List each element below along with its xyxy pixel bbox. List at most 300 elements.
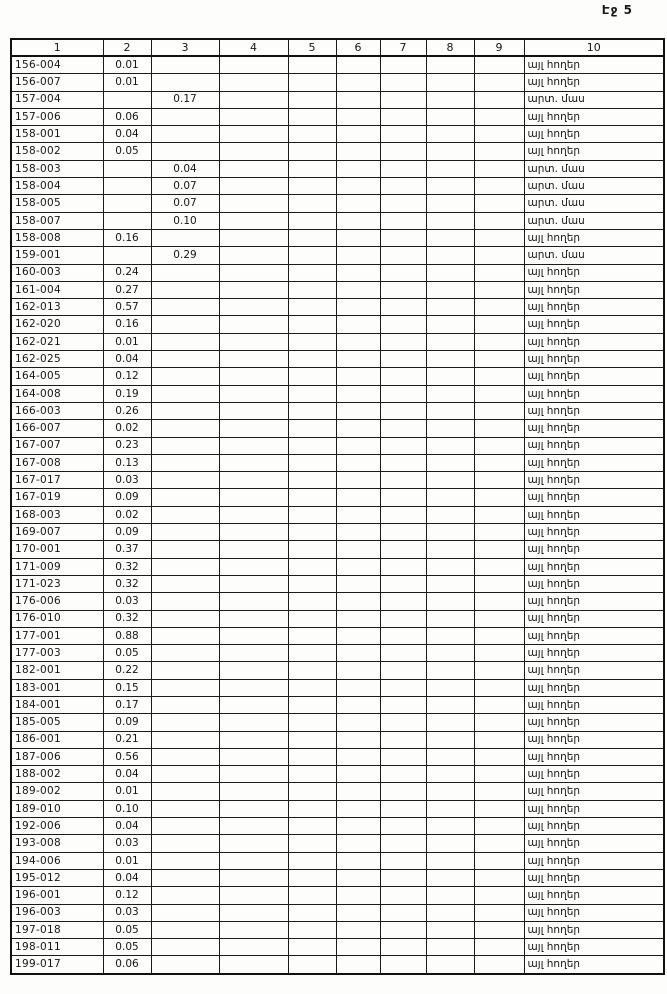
value-cell-col7 (380, 91, 426, 108)
value-cell-col6 (336, 229, 380, 246)
value-cell-col6 (336, 887, 380, 904)
value-cell-col9 (474, 956, 524, 974)
table-row (11, 506, 664, 523)
value-cell-col6 (336, 835, 380, 852)
value-cell-col9 (474, 247, 524, 264)
land-type-cell: այլ հողեր (524, 835, 664, 852)
value-cell-col5 (288, 921, 336, 938)
value-cell-col2: 0.12 (103, 887, 151, 904)
value-cell-col8 (426, 212, 474, 229)
value-cell-col9 (474, 351, 524, 368)
table-row (11, 783, 664, 800)
parcel-code-cell: 161-004 (11, 281, 103, 298)
value-cell-col3 (151, 264, 219, 281)
value-cell-col4 (219, 593, 288, 610)
value-cell-col4 (219, 852, 288, 869)
value-cell-col7 (380, 56, 426, 74)
value-cell-col6 (336, 91, 380, 108)
value-cell-col3 (151, 714, 219, 731)
parcel-code-cell: 158-001 (11, 126, 103, 143)
table-row (11, 56, 664, 74)
parcel-code-cell: 160-003 (11, 264, 103, 281)
value-cell-col7 (380, 74, 426, 91)
value-cell-col7 (380, 316, 426, 333)
value-cell-col9 (474, 368, 524, 385)
value-cell-col7 (380, 956, 426, 974)
value-cell-col3: 0.07 (151, 178, 219, 195)
value-cell-col9 (474, 679, 524, 696)
parcel-code-cell: 182-001 (11, 662, 103, 679)
value-cell-col5 (288, 385, 336, 402)
value-cell-col5 (288, 835, 336, 852)
value-cell-col8 (426, 264, 474, 281)
value-cell-col2: 0.23 (103, 437, 151, 454)
value-cell-col8 (426, 731, 474, 748)
parcel-code-cell: 168-003 (11, 506, 103, 523)
value-cell-col3 (151, 351, 219, 368)
value-cell-col3 (151, 281, 219, 298)
parcel-code-cell: 166-003 (11, 402, 103, 419)
land-type-cell: այլ հողեր (524, 524, 664, 541)
value-cell-col2: 0.22 (103, 662, 151, 679)
table-row (11, 108, 664, 125)
value-cell-col6 (336, 472, 380, 489)
value-cell-col8 (426, 108, 474, 125)
column-header-2: 2 (103, 39, 151, 56)
value-cell-col6 (336, 143, 380, 160)
parcel-code-cell: 156-004 (11, 56, 103, 74)
land-type-cell: այլ հողեր (524, 229, 664, 246)
value-cell-col2: 0.01 (103, 333, 151, 350)
value-cell-col2 (103, 247, 151, 264)
value-cell-col7 (380, 887, 426, 904)
table-row (11, 766, 664, 783)
land-type-cell: այլ հողեր (524, 368, 664, 385)
value-cell-col5 (288, 437, 336, 454)
value-cell-col3 (151, 420, 219, 437)
value-cell-col2: 0.02 (103, 506, 151, 523)
value-cell-col3 (151, 731, 219, 748)
land-type-cell: այլ հողեր (524, 454, 664, 471)
value-cell-col3 (151, 575, 219, 592)
value-cell-col4 (219, 402, 288, 419)
value-cell-col7 (380, 264, 426, 281)
value-cell-col5 (288, 956, 336, 974)
table-row (11, 956, 664, 974)
parcel-code-cell: 167-008 (11, 454, 103, 471)
table-row (11, 835, 664, 852)
value-cell-col9 (474, 160, 524, 177)
value-cell-col3 (151, 56, 219, 74)
value-cell-col7 (380, 921, 426, 938)
value-cell-col3 (151, 766, 219, 783)
value-cell-col9 (474, 472, 524, 489)
table-row (11, 333, 664, 350)
parcel-code-cell: 185-005 (11, 714, 103, 731)
value-cell-col6 (336, 299, 380, 316)
value-cell-col6 (336, 783, 380, 800)
value-cell-col3 (151, 956, 219, 974)
value-cell-col3 (151, 541, 219, 558)
value-cell-col7 (380, 126, 426, 143)
table-row (11, 126, 664, 143)
parcel-code-cell: 162-013 (11, 299, 103, 316)
value-cell-col4 (219, 731, 288, 748)
value-cell-col8 (426, 956, 474, 974)
value-cell-col9 (474, 766, 524, 783)
value-cell-col4 (219, 160, 288, 177)
column-header-3: 3 (151, 39, 219, 56)
value-cell-col4 (219, 281, 288, 298)
value-cell-col2: 0.19 (103, 385, 151, 402)
column-header-8: 8 (426, 39, 474, 56)
value-cell-col6 (336, 402, 380, 419)
value-cell-col8 (426, 91, 474, 108)
value-cell-col7 (380, 420, 426, 437)
value-cell-col3 (151, 506, 219, 523)
value-cell-col5 (288, 783, 336, 800)
parcel-code-cell: 167-019 (11, 489, 103, 506)
value-cell-col9 (474, 143, 524, 160)
value-cell-col6 (336, 714, 380, 731)
value-cell-col9 (474, 229, 524, 246)
parcel-code-cell: 177-003 (11, 645, 103, 662)
value-cell-col3 (151, 869, 219, 886)
value-cell-col5 (288, 714, 336, 731)
value-cell-col6 (336, 437, 380, 454)
value-cell-col9 (474, 108, 524, 125)
value-cell-col7 (380, 852, 426, 869)
value-cell-col9 (474, 731, 524, 748)
value-cell-col7 (380, 714, 426, 731)
value-cell-col6 (336, 921, 380, 938)
value-cell-col5 (288, 524, 336, 541)
value-cell-col5 (288, 368, 336, 385)
value-cell-col5 (288, 402, 336, 419)
value-cell-col8 (426, 489, 474, 506)
value-cell-col5 (288, 506, 336, 523)
value-cell-col6 (336, 748, 380, 765)
land-type-cell: այլ հողեր (524, 731, 664, 748)
value-cell-col9 (474, 316, 524, 333)
value-cell-col8 (426, 472, 474, 489)
table-row (11, 195, 664, 212)
land-type-cell: այլ հողեր (524, 956, 664, 974)
value-cell-col2: 0.21 (103, 731, 151, 748)
table-row (11, 645, 664, 662)
value-cell-col9 (474, 489, 524, 506)
parcel-code-cell: 164-005 (11, 368, 103, 385)
value-cell-col4 (219, 247, 288, 264)
value-cell-col2: 0.10 (103, 800, 151, 817)
value-cell-col5 (288, 939, 336, 956)
value-cell-col6 (336, 506, 380, 523)
table-row (11, 939, 664, 956)
land-type-cell: այլ հողեր (524, 506, 664, 523)
value-cell-col2: 0.17 (103, 696, 151, 713)
value-cell-col3 (151, 627, 219, 644)
value-cell-col2: 0.05 (103, 143, 151, 160)
parcel-code-cell: 199-017 (11, 956, 103, 974)
value-cell-col4 (219, 818, 288, 835)
value-cell-col8 (426, 299, 474, 316)
parcel-code-cell: 167-017 (11, 472, 103, 489)
value-cell-col9 (474, 921, 524, 938)
value-cell-col9 (474, 506, 524, 523)
value-cell-col4 (219, 748, 288, 765)
value-cell-col2: 0.01 (103, 56, 151, 74)
value-cell-col5 (288, 748, 336, 765)
value-cell-col3 (151, 402, 219, 419)
value-cell-col4 (219, 645, 288, 662)
value-cell-col2 (103, 178, 151, 195)
value-cell-col5 (288, 489, 336, 506)
value-cell-col8 (426, 575, 474, 592)
value-cell-col8 (426, 835, 474, 852)
land-type-cell: այլ հողեր (524, 783, 664, 800)
value-cell-col2: 0.01 (103, 74, 151, 91)
value-cell-col4 (219, 212, 288, 229)
value-cell-col2: 0.26 (103, 402, 151, 419)
value-cell-col3 (151, 368, 219, 385)
parcel-code-cell: 192-006 (11, 818, 103, 835)
value-cell-col8 (426, 437, 474, 454)
column-header-9: 9 (474, 39, 524, 56)
value-cell-col2: 0.03 (103, 904, 151, 921)
value-cell-col9 (474, 610, 524, 627)
value-cell-col6 (336, 126, 380, 143)
land-type-cell: այլ հողեր (524, 921, 664, 938)
table-row (11, 541, 664, 558)
value-cell-col8 (426, 748, 474, 765)
land-type-cell: այլ հողեր (524, 766, 664, 783)
parcel-code-cell: 187-006 (11, 748, 103, 765)
value-cell-col4 (219, 74, 288, 91)
table-row (11, 91, 664, 108)
value-cell-col4 (219, 679, 288, 696)
value-cell-col7 (380, 385, 426, 402)
value-cell-col8 (426, 351, 474, 368)
value-cell-col4 (219, 766, 288, 783)
land-type-cell: այլ հողեր (524, 696, 664, 713)
value-cell-col4 (219, 610, 288, 627)
value-cell-col7 (380, 437, 426, 454)
value-cell-col2: 0.09 (103, 714, 151, 731)
land-type-cell: այլ հողեր (524, 714, 664, 731)
value-cell-col3 (151, 558, 219, 575)
value-cell-col8 (426, 679, 474, 696)
value-cell-col5 (288, 558, 336, 575)
column-header-7: 7 (380, 39, 426, 56)
table-row (11, 852, 664, 869)
value-cell-col6 (336, 696, 380, 713)
table-row (11, 696, 664, 713)
value-cell-col7 (380, 939, 426, 956)
parcel-code-cell: 157-006 (11, 108, 103, 125)
value-cell-col6 (336, 333, 380, 350)
value-cell-col4 (219, 783, 288, 800)
value-cell-col3 (151, 835, 219, 852)
value-cell-col3 (151, 299, 219, 316)
value-cell-col3 (151, 939, 219, 956)
value-cell-col4 (219, 108, 288, 125)
value-cell-col6 (336, 524, 380, 541)
value-cell-col4 (219, 368, 288, 385)
value-cell-col8 (426, 506, 474, 523)
value-cell-col6 (336, 800, 380, 817)
land-type-cell: այլ հողեր (524, 818, 664, 835)
value-cell-col9 (474, 264, 524, 281)
value-cell-col9 (474, 852, 524, 869)
value-cell-col8 (426, 696, 474, 713)
land-type-cell: այլ հողեր (524, 385, 664, 402)
value-cell-col4 (219, 541, 288, 558)
value-cell-col7 (380, 696, 426, 713)
value-cell-col3 (151, 472, 219, 489)
value-cell-col7 (380, 593, 426, 610)
value-cell-col5 (288, 264, 336, 281)
parcel-code-cell: 158-005 (11, 195, 103, 212)
value-cell-col7 (380, 281, 426, 298)
value-cell-col3 (151, 921, 219, 938)
value-cell-col2 (103, 160, 151, 177)
value-cell-col5 (288, 212, 336, 229)
value-cell-col2: 0.37 (103, 541, 151, 558)
value-cell-col3: 0.29 (151, 247, 219, 264)
value-cell-col5 (288, 731, 336, 748)
value-cell-col2: 0.04 (103, 126, 151, 143)
value-cell-col6 (336, 212, 380, 229)
land-type-cell: այլ հողեր (524, 351, 664, 368)
value-cell-col4 (219, 143, 288, 160)
value-cell-col9 (474, 74, 524, 91)
value-cell-col8 (426, 333, 474, 350)
value-cell-col2: 0.88 (103, 627, 151, 644)
value-cell-col8 (426, 818, 474, 835)
value-cell-col2 (103, 195, 151, 212)
value-cell-col2: 0.16 (103, 316, 151, 333)
value-cell-col2: 0.03 (103, 593, 151, 610)
table-row (11, 714, 664, 731)
value-cell-col5 (288, 869, 336, 886)
table-row (11, 454, 664, 471)
value-cell-col8 (426, 454, 474, 471)
value-cell-col5 (288, 126, 336, 143)
value-cell-col7 (380, 904, 426, 921)
land-type-cell: այլ հողեր (524, 852, 664, 869)
value-cell-col4 (219, 575, 288, 592)
value-cell-col7 (380, 143, 426, 160)
land-type-cell: այլ հողեր (524, 558, 664, 575)
value-cell-col8 (426, 195, 474, 212)
value-cell-col8 (426, 714, 474, 731)
value-cell-col2: 0.15 (103, 679, 151, 696)
value-cell-col9 (474, 835, 524, 852)
value-cell-col3 (151, 887, 219, 904)
value-cell-col9 (474, 402, 524, 419)
parcel-code-cell: 162-020 (11, 316, 103, 333)
value-cell-col8 (426, 939, 474, 956)
value-cell-col7 (380, 489, 426, 506)
parcel-code-cell: 162-021 (11, 333, 103, 350)
table-row (11, 316, 664, 333)
parcel-code-cell: 186-001 (11, 731, 103, 748)
value-cell-col4 (219, 91, 288, 108)
page-number-label: Էջ 5 (601, 3, 633, 17)
value-cell-col8 (426, 229, 474, 246)
table-row (11, 160, 664, 177)
parcel-code-cell: 158-007 (11, 212, 103, 229)
land-type-cell: այլ հողեր (524, 939, 664, 956)
value-cell-col6 (336, 195, 380, 212)
value-cell-col3 (151, 904, 219, 921)
value-cell-col4 (219, 195, 288, 212)
parcel-code-cell: 157-004 (11, 91, 103, 108)
value-cell-col2: 0.02 (103, 420, 151, 437)
value-cell-col5 (288, 351, 336, 368)
table-row (11, 420, 664, 437)
table-row (11, 869, 664, 886)
value-cell-col5 (288, 818, 336, 835)
value-cell-col6 (336, 852, 380, 869)
value-cell-col8 (426, 852, 474, 869)
value-cell-col2: 0.05 (103, 645, 151, 662)
parcel-code-cell: 162-025 (11, 351, 103, 368)
land-type-cell: արտ. մաս (524, 212, 664, 229)
value-cell-col4 (219, 714, 288, 731)
value-cell-col6 (336, 939, 380, 956)
land-type-cell: այլ հողեր (524, 800, 664, 817)
value-cell-col6 (336, 679, 380, 696)
value-cell-col9 (474, 887, 524, 904)
value-cell-col7 (380, 247, 426, 264)
land-type-cell: այլ հողեր (524, 645, 664, 662)
parcel-code-cell: 158-004 (11, 178, 103, 195)
land-type-cell: այլ հողեր (524, 74, 664, 91)
value-cell-col2: 0.01 (103, 783, 151, 800)
value-cell-col5 (288, 627, 336, 644)
value-cell-col8 (426, 610, 474, 627)
value-cell-col5 (288, 229, 336, 246)
value-cell-col4 (219, 887, 288, 904)
value-cell-col2: 0.05 (103, 939, 151, 956)
value-cell-col2: 0.06 (103, 956, 151, 974)
value-cell-col9 (474, 385, 524, 402)
value-cell-col2: 0.06 (103, 108, 151, 125)
value-cell-col3 (151, 333, 219, 350)
table-row (11, 143, 664, 160)
value-cell-col6 (336, 56, 380, 74)
land-type-cell: այլ հողեր (524, 316, 664, 333)
land-type-cell: այլ հողեր (524, 748, 664, 765)
land-type-cell: այլ հողեր (524, 437, 664, 454)
table-row (11, 800, 664, 817)
value-cell-col4 (219, 662, 288, 679)
value-cell-col6 (336, 351, 380, 368)
value-cell-col8 (426, 420, 474, 437)
land-type-cell: այլ հողեր (524, 541, 664, 558)
value-cell-col9 (474, 645, 524, 662)
value-cell-col8 (426, 402, 474, 419)
parcel-code-cell: 194-006 (11, 852, 103, 869)
value-cell-col3 (151, 679, 219, 696)
value-cell-col3 (151, 610, 219, 627)
value-cell-col3 (151, 126, 219, 143)
value-cell-col9 (474, 575, 524, 592)
value-cell-col5 (288, 887, 336, 904)
value-cell-col2: 0.16 (103, 229, 151, 246)
table-row (11, 904, 664, 921)
